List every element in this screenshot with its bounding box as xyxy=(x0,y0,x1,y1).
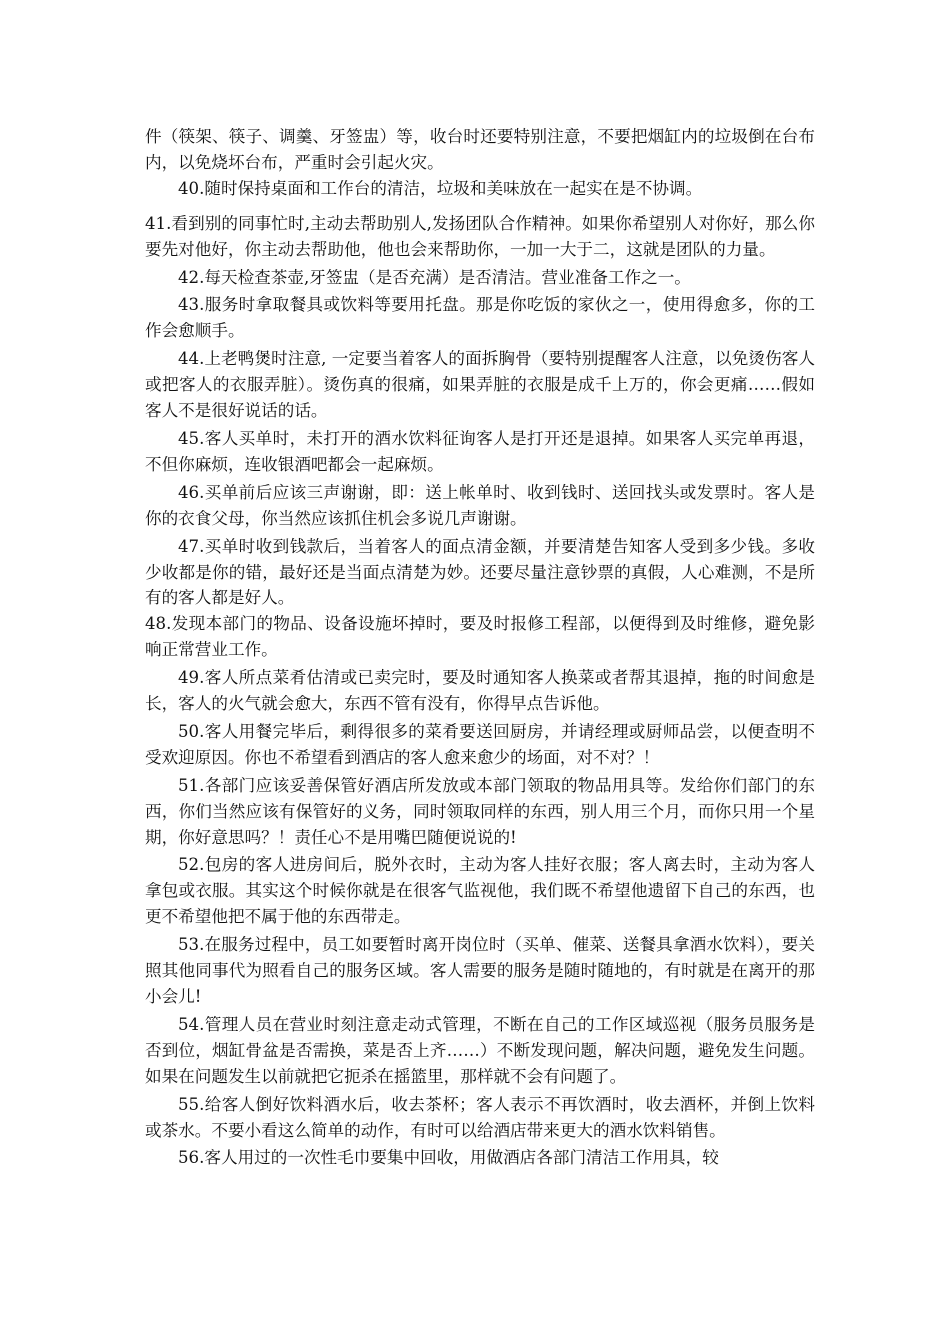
document-page xyxy=(145,124,815,1171)
paragraph-item-54: 54.管理人员在营业时刻注意走动式管理，不断在自己的工作区域巡视（服务员服务是否到位，烟缸骨盆是否需换，菜是否上齐……）不断发现问题，解决问题，避免发生问题。如果在问题发生以前就把它扼杀在摇篮里，那样就不会有问题了。 xyxy=(145,1014,815,1086)
paragraph-item-52: 52.包房的客人进房间后，脱外衣时，主动为客人挂好衣服；客人离去时，主动为客人拿包或衣服。其实这个时候你就是在很客气监视他，我们既不希望他遗留下自己的东西，也更不希望他把不属于他的东西带走。 xyxy=(145,855,815,927)
paragraph-item-44: 44.上老鸭煲时注意, 一定要当着客人的面拆胸骨（要特别提醒客人注意，以免烫伤客人或把客人的衣服弄脏）。烫伤真的很痛，如果弄脏的衣服是成千上万的，你会更痛……假如客人不是很好说话的话。 xyxy=(145,349,815,421)
paragraph-item-41: 41.看到别的同事忙时,主动去帮助别人,发扬团队合作精神。如果你希望别人对你好，那么你要先对他好，你主动去帮助他，他也会来帮助你，一加一大于二，这就是团队的力量。 xyxy=(145,213,815,259)
paragraph-item-43: 43.服务时拿取餐具或饮料等要用托盘。那是你吃饭的家伙之一，使用得愈多，你的工作会愈顺手。 xyxy=(145,295,815,341)
paragraph-item-51: 51.各部门应该妥善保管好酒店所发放或本部门领取的物品用具等。发给你们部门的东西，你们当然应该有保管好的义务，同时领取同样的东西，别人用三个月，而你只用一个星期，你好意思吗？！责任心不是用嘴巴随便说说的! xyxy=(145,775,815,847)
paragraph-item-55: 55.给客人倒好饮料酒水后，收去茶杯；客人表示不再饮酒时，收去酒杯，并倒上饮料或茶水。不要小看这么简单的动作，有时可以给酒店带来更大的酒水饮料销售。 xyxy=(145,1094,815,1140)
paragraph-item-56: 56.客人用过的一次性毛巾要集中回收，用做酒店各部门清洁工作用具，较 xyxy=(178,1148,719,1168)
paragraph-item-46: 46.买单前后应该三声谢谢，即：送上帐单时、收到钱时、送回找头或发票时。客人是你的衣食父母，你当然应该抓住机会多说几声谢谢。 xyxy=(145,482,815,528)
paragraph-item-48: 48.发现本部门的物品、设备设施坏掉时，要及时报修工程部，以便得到及时维修，避免影响正常营业工作。 xyxy=(145,614,815,660)
paragraph-item-50: 50.客人用餐完毕后，剩得很多的菜肴要送回厨房，并请经理或厨师品尝，以便查明不受欢迎原因。你也不希望看到酒店的客人愈来愈少的场面，对不对？！ xyxy=(145,721,815,767)
paragraph-item-45: 45.客人买单时，未打开的酒水饮料征询客人是打开还是退掉。如果客人买完单再退，不但你麻烦，连收银酒吧都会一起麻烦。 xyxy=(145,428,815,474)
paragraph-item-49: 49.客人所点菜肴估清或已卖完时，要及时通知客人换菜或者帮其退掉，拖的时间愈是长，客人的火气就会愈大，东西不管有没有，你得早点告诉他。 xyxy=(145,668,815,714)
paragraph-item-47: 47.买单时收到钱款后，当着客人的面点清金额，并要清楚告知客人受到多少钱。多收少收都是你的错，最好还是当面点清楚为妙。还要尽量注意钞票的真假，人心难测，不是所有的客人都是好人。 xyxy=(145,536,815,608)
paragraph-item-53: 53.在服务过程中，员工如要暂时离开岗位时（买单、催菜、送餐具拿酒水饮料），要关照其他同事代为照看自己的服务区域。客人需要的服务是随时随地的，有时就是在离开的那小会儿! xyxy=(145,935,815,1006)
paragraph-continuation: 件（筷架、筷子、调羹、牙签盅）等，收台时还要特别注意，不要把烟缸内的垃圾倒在台布内，以免烧坏台布，严重时会引起火灾。 xyxy=(145,127,815,172)
paragraph-item-40: 40.随时保持桌面和工作台的清洁，垃圾和美味放在一起实在是不协调。 xyxy=(178,178,703,198)
paragraph-item-42: 42.每天检查茶壶,牙签盅（是否充满）是否清洁。营业准备工作之一。 xyxy=(178,267,691,287)
